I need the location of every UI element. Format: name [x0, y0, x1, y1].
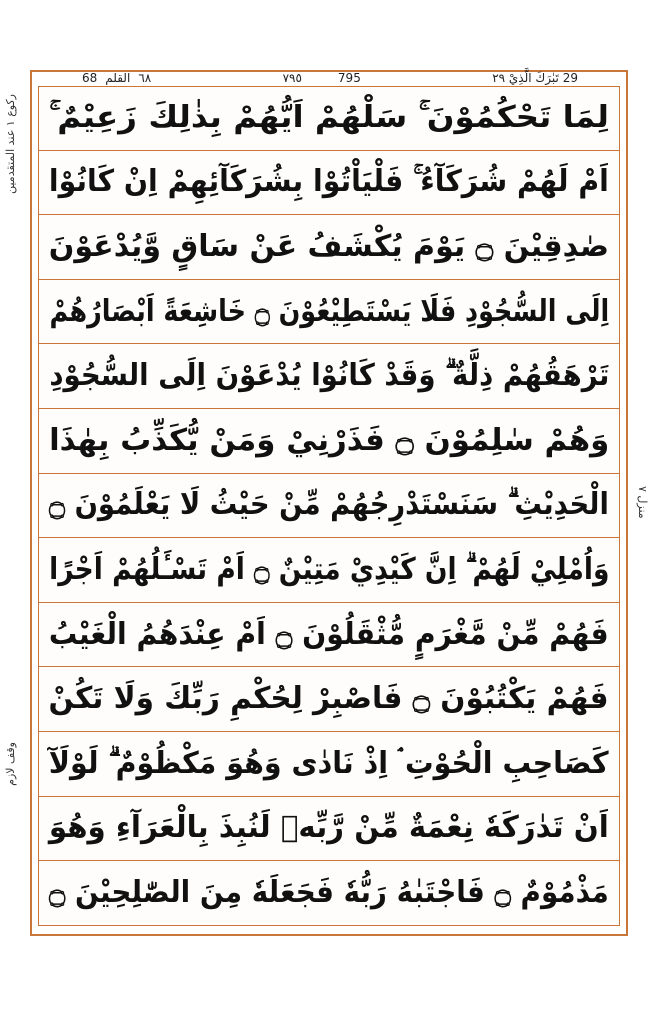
text-row	[38, 474, 620, 539]
text-row	[38, 409, 620, 474]
text-row	[38, 667, 620, 732]
margin-note-ruku: رکوع ۱ عند المتقدمین	[4, 94, 17, 194]
ayah-line: لِمَا تَحْكُمُوْنَ ۚ سَلْهُمْ اَيُّهُمْ بِذٰلِكَ زَعِيْمٌ ۚ	[49, 99, 609, 135]
margin-note-waqf: وقف لازم	[4, 742, 17, 786]
ayah-line: اَنْ تَدٰرَكَهٗ نِعْمَةٌ مِّنْ رَّبِّهٖ لَنُبِذَ بِالْعَرَآءِ وَهُوَ	[49, 810, 609, 846]
text-row	[38, 603, 620, 668]
ayah-line: فَهُمْ يَكْتُبُوْنَ ۝ فَاصْبِرْ لِحُكْمِ رَبِّكَ وَلَا تَكُنْ	[48, 681, 610, 717]
juz-label: 29 تَبٰرَكَ الَّذِيْ ٢٩	[492, 71, 578, 85]
ayah-line: اَمْ لَهُمْ شُرَكَآءُ ۚ فَلْيَاْتُوْا بِشُرَكَآئِهِمْ اِنْ كَانُوْا	[49, 164, 609, 200]
ayah-line: اِلَى السُّجُوْدِ فَلَا يَسْتَطِيْعُوْنَ ۝ خَاشِعَةً اَبْصَارُهُمْ	[49, 293, 609, 329]
text-row	[38, 215, 620, 280]
ayah-line: وَاُمْلِيْ لَهُمْ ۗ اِنَّ كَيْدِيْ مَتِيْنٌ ۝ اَمْ تَسْـَٔلُهُمْ اَجْرًا	[48, 551, 610, 587]
page-number-arabic: ٧٩٥	[282, 71, 302, 85]
text-row	[38, 538, 620, 603]
surah-name: القلم	[105, 71, 131, 85]
surah-label	[38, 71, 151, 85]
surah-number: 68	[82, 71, 98, 85]
ayah-line: مَذْمُوْمٌ ۝ فَاجْتَبٰهُ رَبُّهٗ فَجَعَلَهٗ مِنَ الصّٰلِحِيْنَ ۝	[49, 875, 609, 911]
ayah-line: فَهُمْ مِّنْ مَّغْرَمٍ مُّثْقَلُوْنَ ۝ اَمْ عِنْدَهُمُ الْغَيْبُ	[49, 616, 609, 652]
ayah-line: كَصَاحِبِ الْحُوْتِ ۘ اِذْ نَادٰى وَهُوَ مَكْظُوْمٌ ۗ لَوْلَآ	[49, 745, 609, 781]
margin-note-manzil: منزل ٧	[636, 486, 649, 519]
ayah-line: صٰدِقِيْنَ ۝ يَوْمَ يُكْشَفُ عَنْ سَاقٍ وَّيُدْعَوْنَ	[48, 228, 610, 264]
ayah-line: تَرْهَقُهُمْ ذِلَّةٌ ۗ وَقَدْ كَانُوْا يُدْعَوْنَ اِلَى السُّجُوْدِ	[49, 358, 609, 394]
ayah-line: الْحَدِيْثِ ۗ سَنَسْتَدْرِجُهُمْ مِّنْ حَيْثُ لَا يَعْلَمُوْنَ ۝	[49, 487, 609, 523]
text-lines	[38, 86, 620, 926]
text-row	[38, 797, 620, 862]
surah-number-arabic: ٦٨	[138, 71, 152, 85]
text-row	[38, 861, 620, 926]
page-numbers	[283, 71, 361, 85]
text-row	[38, 732, 620, 797]
text-row	[38, 86, 620, 151]
page-number: 795	[337, 71, 361, 85]
ayah-line: وَهُمْ سٰلِمُوْنَ ۝ فَذَرْنِيْ وَمَنْ يُّكَذِّبُ بِهٰذَا	[48, 422, 610, 458]
page-header	[38, 70, 620, 86]
text-row	[38, 344, 620, 409]
text-row	[38, 151, 620, 216]
text-row	[38, 280, 620, 345]
